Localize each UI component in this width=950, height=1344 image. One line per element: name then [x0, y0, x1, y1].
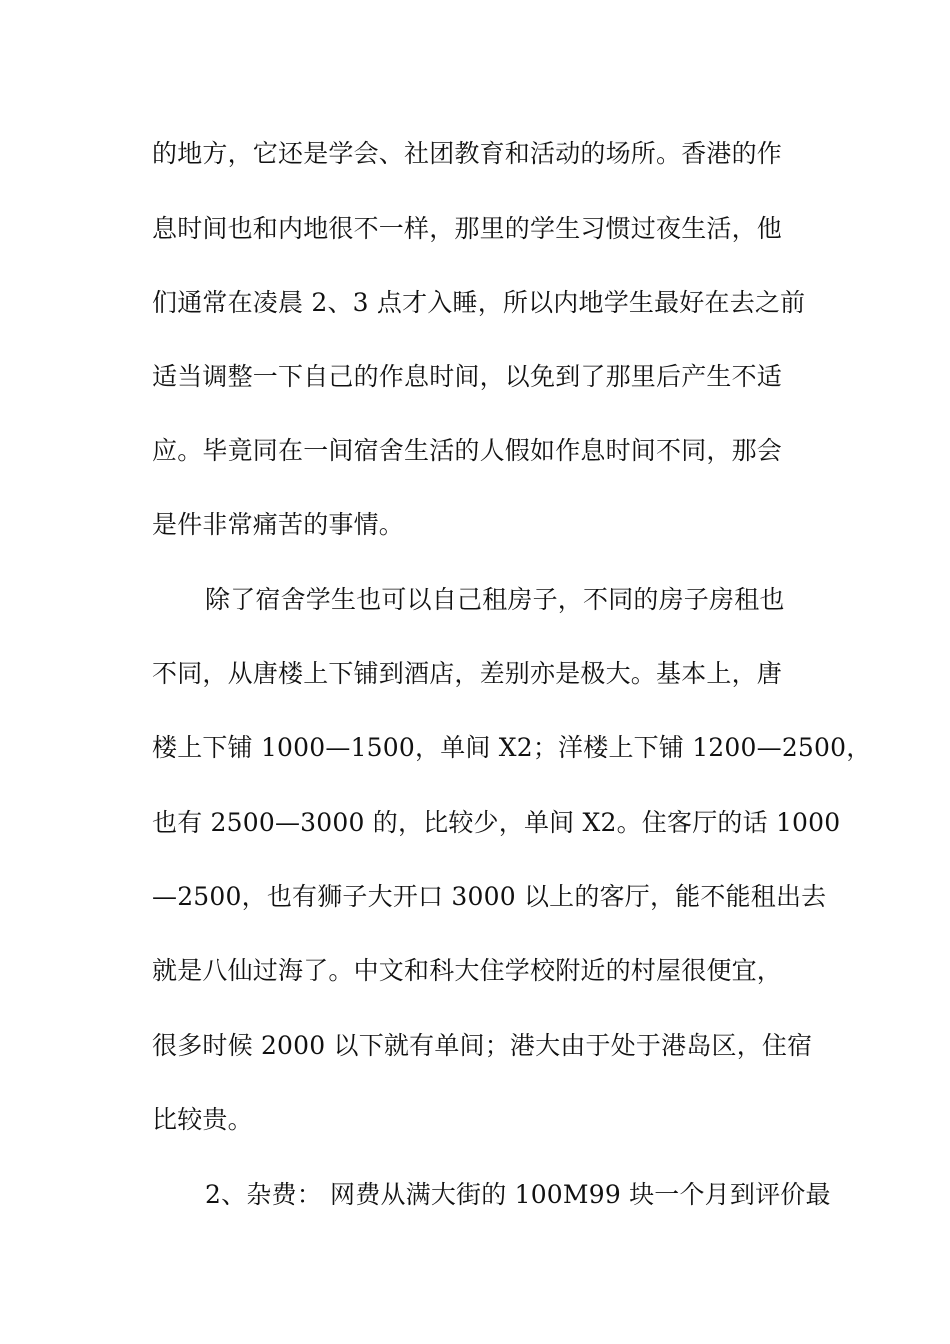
text-line: 息时间也和内地很不一样，那里的学生习惯过夜生活，他: [152, 214, 783, 243]
section-heading-line: 2、杂费： 网费从满大街的 100M99 块一个月到评价最: [205, 1180, 831, 1209]
text-line: 也有 2500—3000 的，比较少，单间 X2。住客厅的话 1000: [152, 808, 841, 837]
text-line: 不同，从唐楼上下铺到酒店，差别亦是极大。基本上，唐: [152, 659, 783, 688]
text-line: 就是八仙过海了。中文和科大住学校附近的村屋很便宜，: [152, 956, 783, 985]
text-line: 适当调整一下自己的作息时间，以免到了那里后产生不适: [152, 362, 783, 391]
text-line: 的地方，它还是学会、社团教育和活动的场所。香港的作: [152, 139, 783, 168]
text-line: 是件非常痛苦的事情。: [152, 510, 405, 539]
paragraph-first-line: 除了宿舍学生也可以自己租房子，不同的房子房租也: [205, 585, 785, 614]
text-line: 们通常在凌晨 2、3 点才入睡，所以内地学生最好在去之前: [152, 288, 806, 317]
text-line: 应。毕竟同在一间宿舍生活的人假如作息时间不同，那会: [152, 436, 783, 465]
text-line: 楼上下铺 1000—1500，单间 X2；洋楼上下铺 1200—2500，: [152, 733, 872, 762]
text-line: —2500，也有狮子大开口 3000 以上的客厅，能不能租出去: [152, 882, 827, 911]
text-line: 很多时候 2000 以下就有单间；港大由于处于港岛区，住宿: [152, 1031, 813, 1060]
text-line: 比较贵。: [152, 1105, 253, 1134]
